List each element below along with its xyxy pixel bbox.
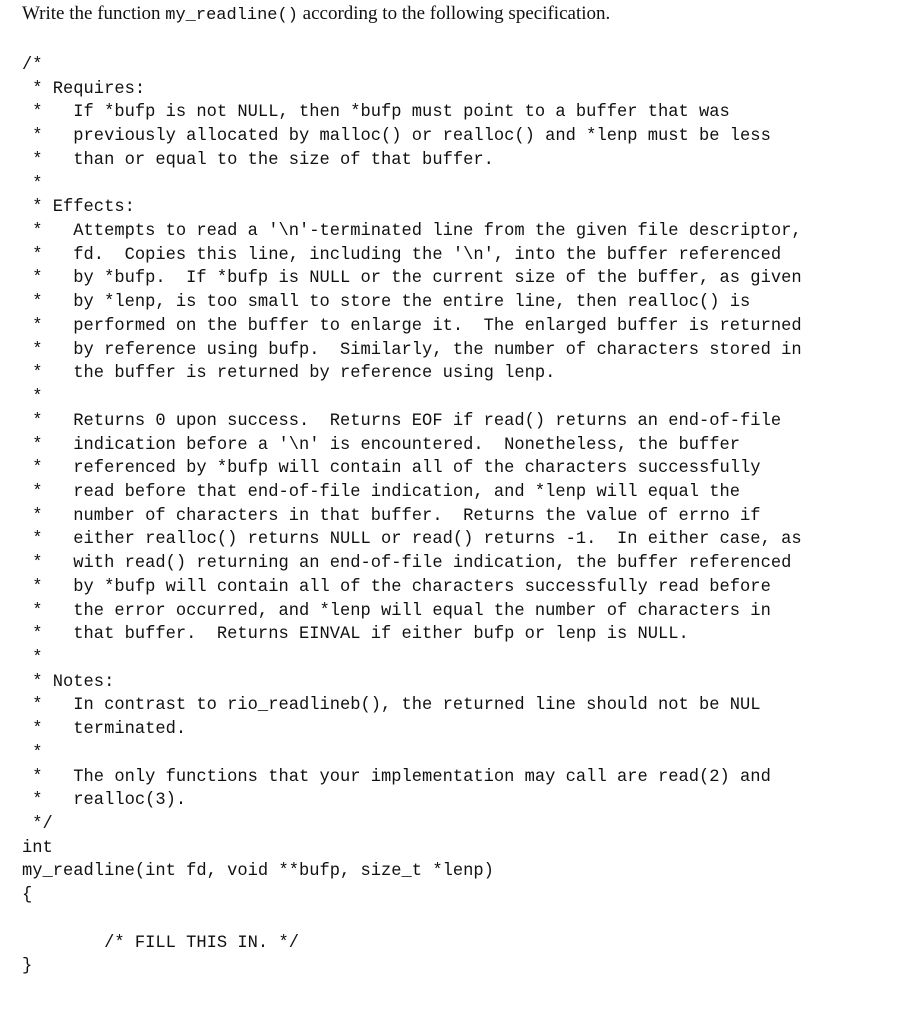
returns-line: * referenced by *bufp will contain all of the characters successfully — [22, 459, 761, 479]
instruction-text — [22, 2, 610, 28]
returns-line: * number of characters in that buffer. Returns the value of errno if — [22, 506, 761, 526]
instruction-prefix: Write the function — [22, 3, 166, 24]
requires-heading: * Requires: — [22, 79, 146, 99]
notes-line: * In contrast to rio_readlineb(), the returned line should not be NUL — [22, 696, 761, 716]
close-brace: } — [22, 957, 33, 977]
comment-blank: * — [22, 648, 43, 668]
returns-line: * either realloc() returns NULL or read() returns -1. In either case, as — [22, 530, 802, 550]
requires-line: * than or equal to the size of that buffer. — [22, 150, 494, 170]
effects-line: * by *lenp, is too small to store the entire line, then realloc() is — [22, 293, 751, 313]
fill-in-placeholder: /* FILL THIS IN. */ — [22, 933, 299, 953]
returns-line: * that buffer. Returns EINVAL if either bufp or lenp is NULL. — [22, 625, 689, 645]
effects-line: * fd. Copies this line, including the '\n', into the buffer referenced — [22, 245, 782, 265]
requires-line: * previously allocated by malloc() or realloc() and *lenp must be less — [22, 127, 771, 147]
returns-line: * the error occurred, and *lenp will equal the number of characters in — [22, 601, 771, 621]
code-listing — [22, 54, 802, 979]
return-type: int — [22, 838, 53, 858]
effects-line: * by reference using bufp. Similarly, the number of characters stored in — [22, 340, 802, 360]
returns-line: * read before that end-of-file indication, and *lenp will equal the — [22, 482, 741, 502]
comment-blank: * — [22, 388, 43, 408]
effects-line: * performed on the buffer to enlarge it. The enlarged buffer is returned — [22, 316, 802, 336]
blank-line — [22, 908, 802, 932]
effects-heading: * Effects: — [22, 198, 135, 218]
comment-open: /* — [22, 56, 43, 75]
effects-line: * by *bufp. If *bufp is NULL or the current size of the buffer, as given — [22, 269, 802, 289]
open-brace: { — [22, 886, 33, 906]
comment-blank: * — [22, 743, 43, 763]
returns-line: * with read() returning an end-of-file indication, the buffer referenced — [22, 554, 792, 574]
notes-line: * The only functions that your implementation may call are read(2) and — [22, 767, 771, 787]
returns-line: * by *bufp will contain all of the characters successfully read before — [22, 577, 771, 597]
comment-close: */ — [22, 815, 53, 834]
returns-line: * indication before a '\n' is encountered. Nonetheless, the buffer — [22, 435, 741, 455]
returns-line: * Returns 0 upon success. Returns EOF if read() returns an end-of-file — [22, 411, 782, 431]
notes-line: * realloc(3). — [22, 791, 187, 811]
instruction-suffix: according to the following specification. — [297, 3, 611, 24]
comment-blank: * — [22, 174, 43, 194]
function-name: my_readline() — [165, 6, 298, 25]
requires-line: * If *bufp is not NULL, then *bufp must point to a buffer that was — [22, 103, 730, 123]
function-signature: my_readline(int fd, void **bufp, size_t *lenp) — [22, 862, 494, 882]
notes-line: * terminated. — [22, 720, 187, 740]
effects-line: * the buffer is returned by reference using lenp. — [22, 364, 556, 384]
notes-heading: * Notes: — [22, 672, 115, 692]
effects-line: * Attempts to read a '\n'-terminated line from the given file descriptor, — [22, 222, 802, 242]
